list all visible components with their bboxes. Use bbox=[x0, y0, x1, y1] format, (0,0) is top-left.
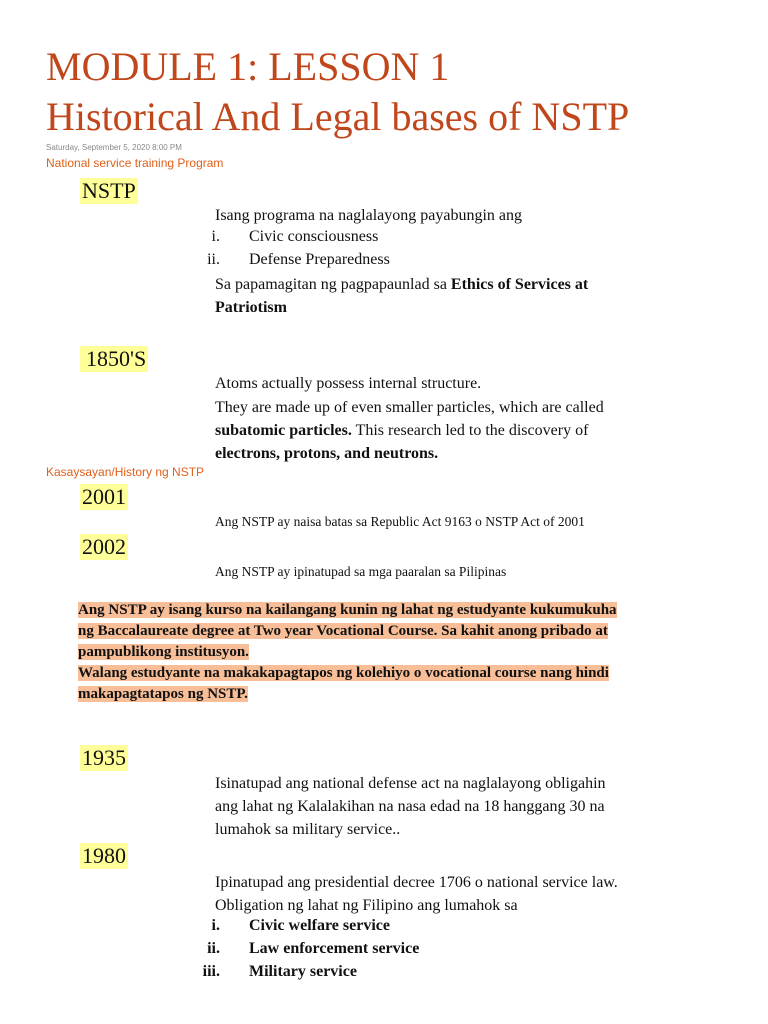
atoms-bold-text: subatomic particles. bbox=[215, 422, 352, 439]
atoms-line-3 bbox=[215, 419, 588, 442]
note-date: Saturday, September 5, 2020 8:00 PM bbox=[46, 143, 182, 152]
nstp-closing-bold: Ethics of Services at bbox=[450, 276, 589, 293]
year-1980-line-1: Ipinatupad ang presidential decree 1706 o national service law. bbox=[215, 874, 618, 891]
atoms-line-4: electrons, protons, and neutrons. bbox=[215, 445, 439, 462]
list-number: i. bbox=[211, 917, 220, 934]
year-2001-text: Ang NSTP ay naisa batas sa Republic Act 9163 o NSTP Act of 2001 bbox=[215, 514, 585, 529]
year-2001-label: 2001 bbox=[82, 484, 126, 509]
list-number: iii. bbox=[202, 963, 220, 980]
list-text: Military service bbox=[249, 963, 357, 980]
year-1980-label: 1980 bbox=[82, 843, 126, 868]
list-number: i. bbox=[211, 228, 220, 245]
history-heading: Kasaysayan/History ng NSTP bbox=[46, 465, 205, 479]
year-1850s-label: 1850'S bbox=[80, 346, 148, 372]
atoms-line-1: Atoms actually possess internal structure. bbox=[215, 375, 482, 392]
list-text: Law enforcement service bbox=[249, 940, 420, 957]
year-1935-line-2: ang lahat ng Kalalakihan na nasa edad na 18 hanggang 30 na bbox=[215, 798, 605, 815]
nstp-intro: Isang programa na naglalayong payabungin ang bbox=[215, 207, 523, 224]
subtitle: National service training Program bbox=[46, 156, 224, 170]
module-title: MODULE 1: LESSON 1 bbox=[46, 44, 450, 89]
lesson-title: Historical And Legal bases of NSTP bbox=[46, 94, 630, 139]
highlighted-paragraph bbox=[78, 600, 718, 705]
nstp-closing-bold-2: Patriotism bbox=[215, 299, 287, 316]
list-number: ii. bbox=[207, 940, 220, 957]
year-1935-line-1: Isinatupad ang national defense act na naglalayong obligahin bbox=[215, 775, 606, 792]
year-2002-text: Ang NSTP ay ipinatupad sa mga paaralan sa Pilipinas bbox=[215, 564, 507, 579]
year-1980-line-2: Obligation ng lahat ng Filipino ang lumahok sa bbox=[215, 897, 518, 914]
list-text: Civic welfare service bbox=[249, 917, 390, 934]
year-2002-label: 2002 bbox=[82, 534, 126, 559]
atoms-line-2: They are made up of even smaller particles, which are called bbox=[215, 399, 604, 416]
highlight-line: pampublikong institusyon. bbox=[78, 644, 249, 660]
highlight-line: makapagtatapos ng NSTP. bbox=[78, 686, 248, 702]
nstp-closing bbox=[215, 273, 588, 296]
list-text: Defense Preparedness bbox=[249, 251, 390, 268]
highlight-line: Walang estudyante na makakapagtapos ng kolehiyo o vocational course nang hindi bbox=[78, 665, 609, 681]
highlight-line: ng Baccalaureate degree at Two year Vocational Course. Sa kahit anong pribado at bbox=[78, 623, 608, 639]
list-number: ii. bbox=[207, 251, 220, 268]
nstp-label: NSTP bbox=[82, 178, 136, 203]
year-1935-line-3: lumahok sa military service.. bbox=[215, 821, 401, 838]
highlight-line: Ang NSTP ay isang kurso na kailangang kunin ng lahat ng estudyante kukumukuha bbox=[78, 602, 617, 618]
nstp-closing-text: Sa papamagitan ng pagpapaunlad sa bbox=[215, 276, 451, 293]
list-text: Civic consciousness bbox=[249, 228, 379, 245]
year-1935-label: 1935 bbox=[82, 745, 126, 770]
atoms-rest-text: This research led to the discovery of bbox=[351, 422, 589, 439]
